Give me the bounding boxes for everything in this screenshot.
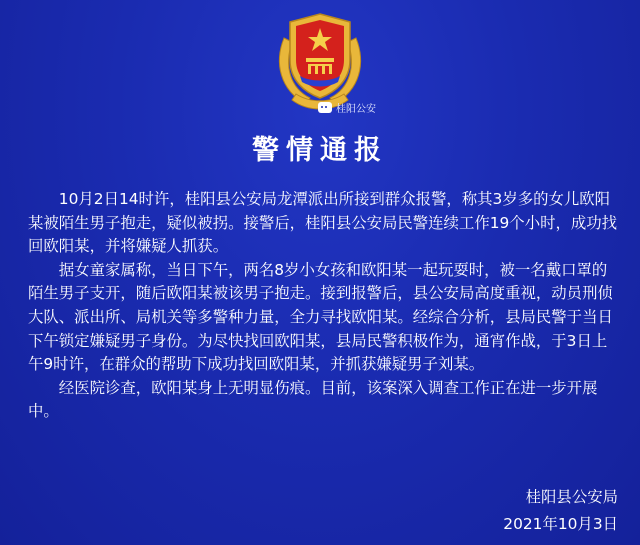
- wechat-icon: [318, 102, 332, 113]
- paragraph: 据女童家属称，当日下午，两名8岁小女孩和欧阳某一起玩耍时，被一名戴口罩的陌生男子支开，随后欧阳某被该男子抱走。接到报警后，县公安局高度重视，动员刑侦大队、派出所、局机关等多警种力量，全力寻找欧阳某。经综合分析，县局民警于当日下午锁定嫌疑男子身份。为尽快找回欧阳某，县局民警积极作为，通宵作战，于3日上午9时许，在群众的帮助下成功找回欧阳某，并抓获嫌疑男子刘某。: [28, 260, 613, 374]
- date: 2021年10月3日: [503, 515, 618, 533]
- paragraph: 10月2日14时许，桂阳县公安局龙潭派出所接到群众报警，称其3岁多的女儿欧阳某被陌生男子抱走，疑似被拐。接警后，桂阳县公安局民警连续工作19个小时，成功找回欧阳某，并将嫌疑人抓获。: [28, 190, 618, 256]
- page-title: 警情通报: [252, 135, 388, 166]
- signature: 桂阳县公安局: [525, 488, 618, 506]
- watermark: [318, 100, 376, 115]
- signature-block: [503, 484, 618, 538]
- paragraph: 经医院诊查，欧阳某身上无明显伤痕。目前，该案深入调查工作正在进一步开展中。: [28, 378, 598, 421]
- notice-body: [28, 188, 618, 424]
- watermark-text: 桂阳公安: [336, 104, 376, 115]
